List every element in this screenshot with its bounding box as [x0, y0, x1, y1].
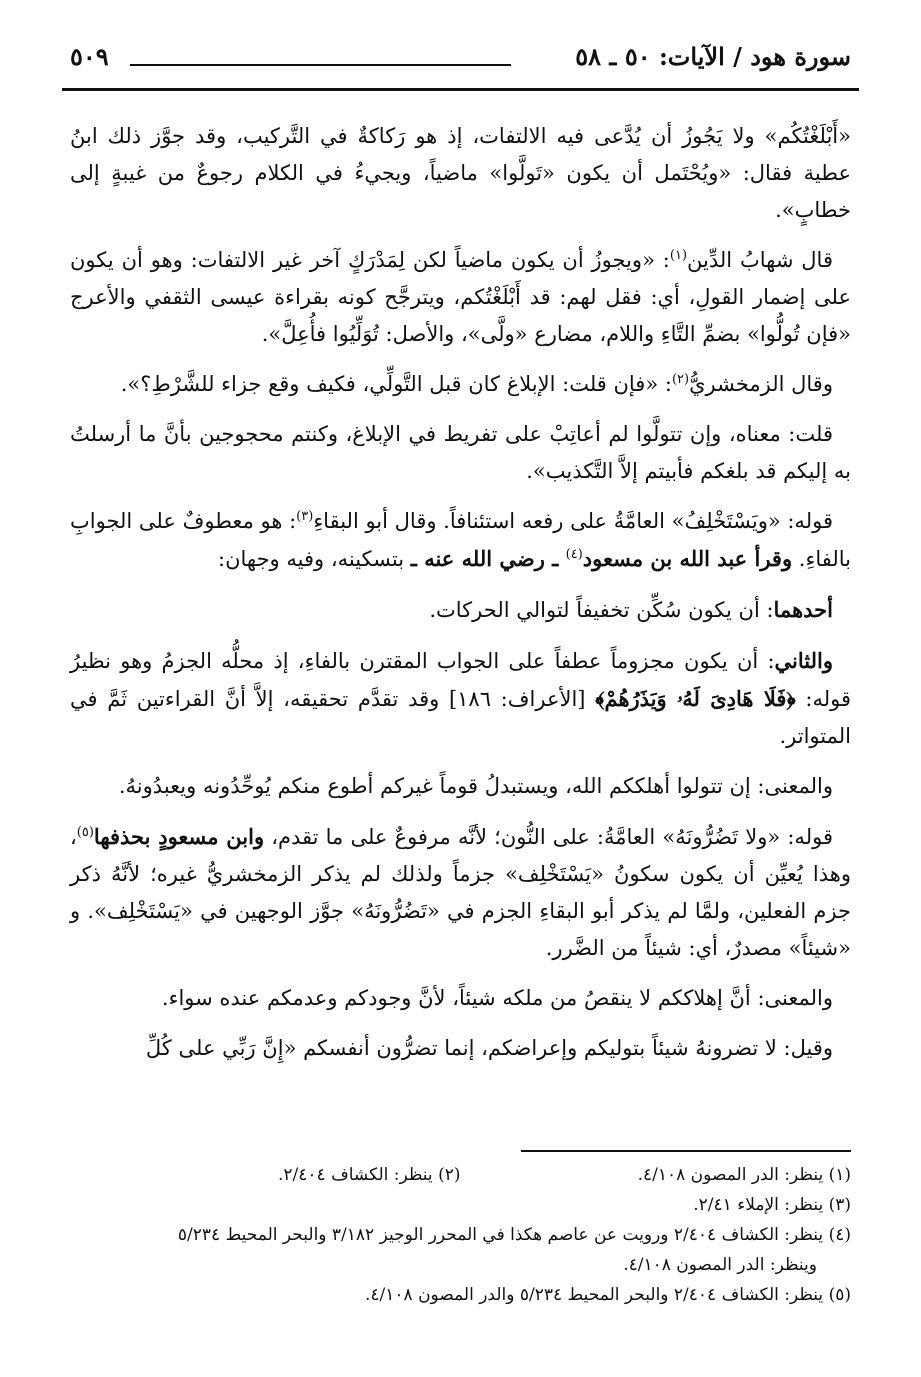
paragraph [70, 503, 851, 578]
bold-text: وابن مسعودٍ بحذفها [93, 824, 265, 849]
footnote-ref: (٣) [296, 509, 314, 524]
text-run: : أن يكون مجزوماً عطفاً على الجواب المقترن بالفاءِ، إذ محلُّه الجزمُ وهو نظيرُ قوله: [70, 649, 852, 711]
paragraph [70, 416, 851, 490]
page-number: ٥٠٩ [70, 42, 109, 71]
text-run: : «فإن قلت: الإبلاغ كان قبل التَّولِّي، فكيف وقع جزاء للشَّرْطِ؟». [120, 372, 672, 396]
footnote-row-1-2 [70, 1160, 851, 1190]
footnote-4-continued: وينظر: الدر المصون ٤/١٠٨. [623, 1255, 817, 1275]
paragraph [70, 1030, 851, 1067]
text-run: وقيل: لا تضرونهُ شيئاً بتوليكم وإعراضكم، إنما تضرُّون أنفسكم «إِنَّ رَبِّي على كُلِّ [145, 1036, 833, 1060]
paragraph [70, 818, 851, 967]
footnote-ref: (١) [669, 248, 688, 263]
text-run: ، وهذا يُعيِّن أن يكون سكونُ «يَسْتَخْلِف» جزماً ولذلك لم يذكر الزمخشريُّ غيره؛ لأنَّهُ ذكر جزم الفعلين، ولمَّا لم يذكر أبو البقاءِ الجزم في «تَضُرُّونَهُ» جوَّز الوجهين في «يَسْتَخْلِف». و «شيئاً» مصدرٌ، أي: شيئاً من الضَّرر. [70, 825, 851, 960]
text-run: : هو معطوفٌ على الجوابِ بالفاءِ. [70, 509, 851, 571]
text-run: بتسكينه، وفيه وجهان: [218, 547, 411, 571]
footnote-4: (٤) ينظر: الكشاف ٢/٤٠٤ ورويت عن عاصم هكذا في المحرر الوجيز ٣/١٨٢ والبحر المحيط ٥/٢٣٤ [177, 1225, 851, 1245]
paragraph [70, 242, 851, 353]
bold-text: وقرأ عبد الله بن مسعود [582, 546, 793, 571]
header-divider [62, 88, 859, 91]
footnote-2: (٢) ينظر: الكشاف ٢/٤٠٤. [278, 1165, 461, 1185]
bold-text: والثاني [774, 648, 833, 673]
footnote-3: (٣) ينظر: الإملاء ٢/٤١. [693, 1195, 851, 1215]
text-run: والمعنى: أنَّ إهلاككم لا ينقصُ من ملكه شيئاً، لأنَّ وجودكم وعدمكم عنده سواء. [161, 986, 833, 1010]
text-run: قوله: «ويَسْتَخْلِفُ» العامَّةُ على رفعه استئنافاً. وقال أبو البقاءِ [313, 509, 833, 533]
paragraph [70, 642, 851, 755]
footnote-5: (٥) ينظر: الكشاف ٢/٤٠٤ والبحر المحيط ٥/٢٣٤ والدر المصون ٤/١٠٨. [365, 1285, 851, 1305]
text-run: : أن يكون سُكِّن تخفيفاً لتوالي الحركات. [429, 598, 774, 622]
paragraph [70, 768, 851, 805]
page-header [70, 42, 851, 82]
text-run: قال شهابُ الدِّين [687, 248, 833, 272]
body-text [70, 118, 851, 1080]
text-run: قوله: «ولا تَضُرُّونَهُ» العامَّةُ: على النُّون؛ لأنَّه مرفوعٌ على ما تقدم، [264, 825, 833, 849]
footnote-separator [521, 1150, 851, 1152]
paragraph [70, 980, 851, 1017]
text-run: والمعنى: إن تتولوا أهلككم الله، ويستبدلُ قوماً غيركم أطوع منكم يُوحِّدُونه ويعبدُونهُ. [118, 774, 833, 798]
quran-quote: ﴿فَلَا هَادِىَ لَهُۥ وَيَذَرُهُمْ﴾ [595, 686, 796, 711]
footnote-1: (١) ينظر: الدر المصون ٤/١٠٨. [637, 1165, 851, 1185]
paragraph [70, 366, 851, 403]
footnote-ref: (٢) [671, 372, 690, 387]
bold-text: ـ رضي الله عنه ـ [410, 546, 566, 571]
paragraph [70, 591, 851, 629]
paragraph [70, 118, 851, 229]
page-header-title: سورة هود / الآيات: ٥٠ ـ ٥٨ [575, 42, 851, 71]
header-short-rule [130, 64, 511, 66]
text-run: [الأعراف: ١٨٦] وقد تقدَّم تحقيقه، إلاَّ أنَّ القراءتين ثَمَّ في المتواتر. [70, 687, 851, 748]
bold-text: أحدهما [773, 597, 833, 622]
text-run: وقال الزمخشريُّ [689, 372, 833, 396]
footnotes [70, 1160, 851, 1310]
footnote-ref: (٥) [76, 825, 94, 840]
text-run: : «ويجوزُ أن يكون ماضياً لكن لِمَدْرَكٍ آخر غير الالتفات: وهو أن يكون على إضمار القولِ، أي: فقل لهم: قد أَبْلَغْتُكم، ويترجَّح كونه بقراءة عيسى الثقفي والأعرج «فإن تُولُّوا» بضمِّ التَّاءِ واللام، مضارع «ولَّى»، والأصل: تُوَلِّيُوا فأُعِلَّ». [70, 248, 851, 346]
text-run: «أَبْلَغْتُكُم» ولا يَجُوزُ أن يُدَّعى فيه الالتفات، إذ هو رَكاكةٌ في التَّركيب، وقد جوَّز ذلك ابنُ عطية فقال: «ويُحْتَمل أن يكون «تَولَّوا» ماضياً، ويجيءُ في الكلام رجوعٌ من غيبةٍ إلى خطابٍ». [70, 124, 851, 222]
text-run: قلت: معناه، وإن تتولَّوا لم أعاتِبْ على تفريط في الإبلاغ، وكنتم محجوجين بأنَّ ما أرسلتُ به إليكم قد بلغكم فأبيتم إلاَّ التَّكذيب». [70, 422, 851, 483]
footnote-ref: (٤) [565, 547, 583, 562]
